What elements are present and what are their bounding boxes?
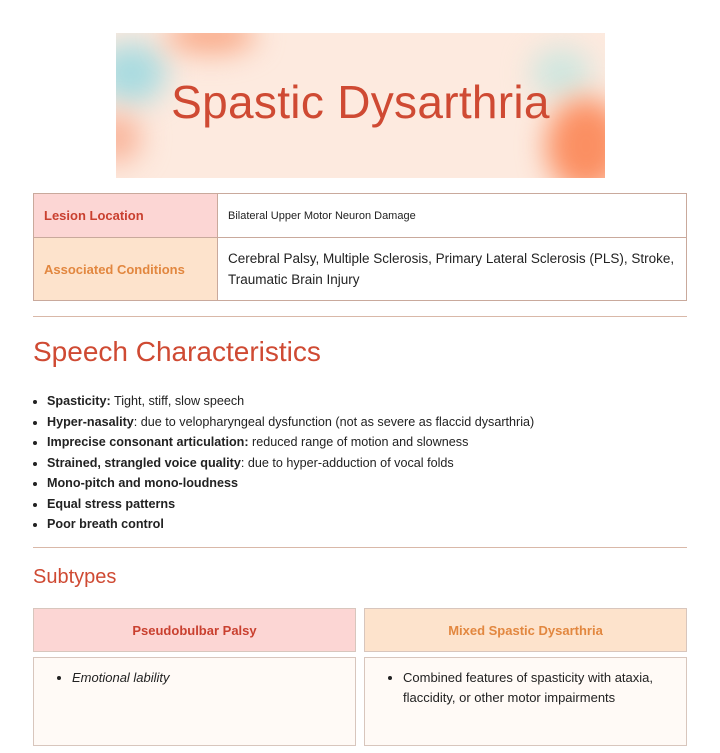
item-term: Spasticity: <box>47 394 111 408</box>
subtype-header-mixed: Mixed Spastic Dysarthria <box>364 608 687 652</box>
lesion-location-label: Lesion Location <box>34 194 218 238</box>
info-table <box>33 193 687 301</box>
speech-characteristics-list <box>25 391 534 535</box>
list-item <box>47 453 534 474</box>
list-item <box>47 412 534 433</box>
item-description: : due to hyper-adduction of vocal folds <box>240 455 454 470</box>
associated-conditions-value: Cerebral Palsy, Multiple Sclerosis, Primary Lateral Sclerosis (PLS), Stroke, Traumatic Brain Injury <box>218 238 687 301</box>
subtypes-heading: Subtypes <box>33 566 117 588</box>
list-item <box>47 391 534 412</box>
subtype-header-pseudobulbar: Pseudobulbar Palsy <box>33 608 356 652</box>
subtype-body-mixed <box>364 657 687 746</box>
item-description: reduced range of motion and slowness <box>248 435 469 449</box>
item-term: Strained, strangled voice quality <box>47 455 241 470</box>
list-item <box>47 514 534 535</box>
item-term: Equal stress patterns <box>47 496 176 511</box>
item-term: Mono-pitch and mono-loudness <box>47 476 238 490</box>
item-description: : due to velopharyngeal dysfunction (not as severe as flaccid dysarthria) <box>133 414 535 429</box>
speech-characteristics-heading: Speech Characteristics <box>33 336 321 367</box>
item-term: Hyper-nasality <box>47 414 134 429</box>
divider <box>33 316 687 317</box>
associated-conditions-label: Associated Conditions <box>34 238 218 301</box>
table-row <box>34 238 687 301</box>
list-item: • Combined features of spasticity with ataxia, flaccidity, or other motor impairments <box>403 668 672 708</box>
item-term: Imprecise consonant articulation: <box>47 435 249 449</box>
list-item <box>47 432 534 453</box>
list-item <box>47 473 534 494</box>
table-row <box>34 194 687 238</box>
divider <box>33 547 687 548</box>
subtype-body-pseudobulbar <box>33 657 356 746</box>
page-title: Spastic Dysarthria <box>171 76 550 128</box>
item-description: Tight, stiff, slow speech <box>110 394 245 408</box>
title-banner <box>116 33 605 178</box>
list-item: • Emotional lability <box>72 668 341 688</box>
list-item <box>47 494 534 515</box>
item-term: Poor breath control <box>47 517 164 531</box>
lesion-location-value: Bilateral Upper Motor Neuron Damage <box>218 194 687 238</box>
